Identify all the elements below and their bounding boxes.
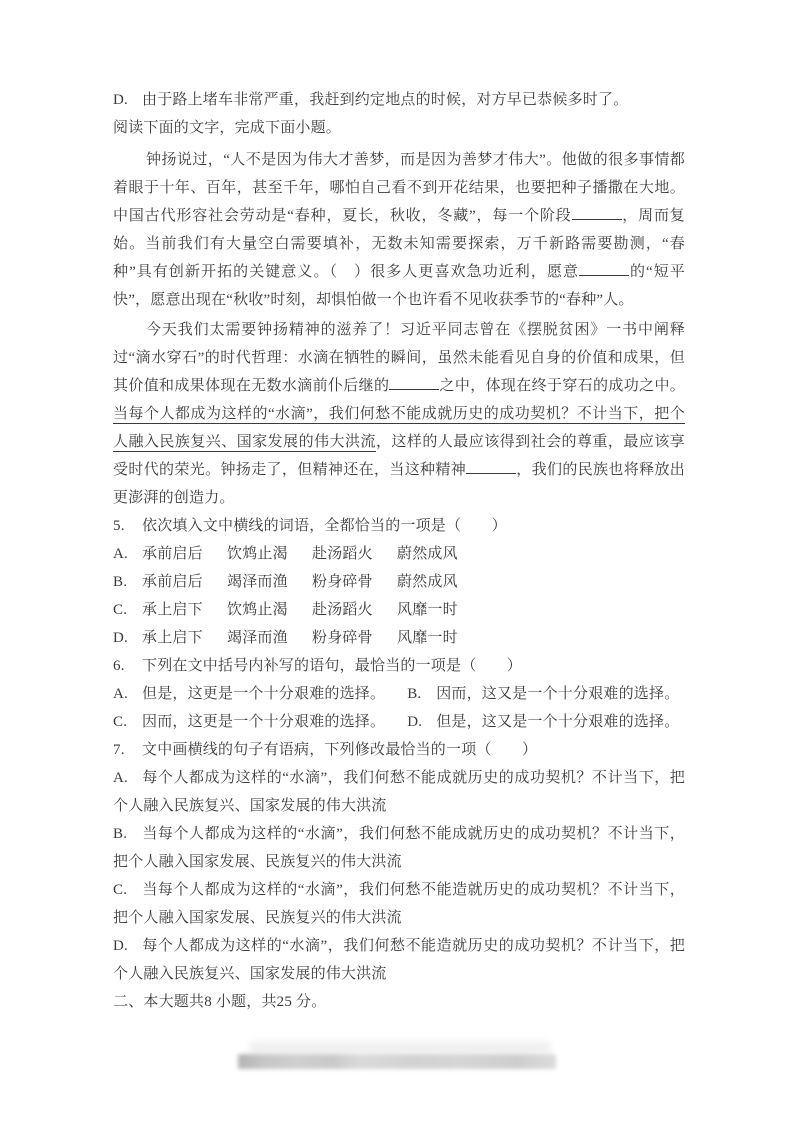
question-7-option-c [113,876,685,932]
idiom: 竭泽而渔 [227,630,288,646]
idiom: 蔚然成风 [397,546,458,562]
underlined-sentence: 当每个人都成为这样的“水滴”，我们何愁不能成就历史的成功契机？不计当下，把个人融入民族复兴、国家发展的伟大洪流 [113,406,685,450]
idiom: 承上启下 [142,602,203,618]
section-2-header: 二、本大题共8 小题，共25 分。 [113,994,327,1010]
option-text: 当每个人都成为这样的“水滴”，我们何愁不能造就历史的成功契机？不计当下，把个人融入国家发展、民族复兴的伟大洪流 [113,882,685,926]
option-text: 因而，这更是一个十分艰难的选择。 [142,714,386,730]
reading-instruction: 阅读下面的文字，完成下面小题。 [113,120,342,136]
option-text: 每个人都成为这样的“水滴”，我们何愁不能造就历史的成功契机？不计当下，把个人融入民族复兴、国家发展的伟大洪流 [113,938,685,982]
option-label: C. [113,882,128,898]
idiom: 蔚然成风 [397,574,458,590]
text-segment: ，我们的民族也将释放出更澎湃的创造力。 [113,462,686,506]
option-label: C. [113,714,128,730]
idiom: 粉身碎骨 [312,574,373,590]
text-segment: 钟扬说过，“人不是因为伟大才善梦，而是因为善梦才伟大”。他做的很多事情都着眼于十年、百年，甚至千年，哪怕自己看不到开花结果，也要把种子播撒在大地。中国古代形容社会劳动是“春种，夏长，秋收，冬藏”，每一个阶段 [113,152,685,224]
question-7-option-d [113,932,685,988]
idiom: 赴汤蹈火 [312,602,373,618]
question-5-option-d [113,624,685,652]
question-prompt-text: 依次填入文中横线的词语，全都恰当的一项是（ ） [142,518,507,534]
option-label: A. [113,770,128,786]
option-label: C. [113,602,128,618]
option-label: D. [113,92,128,108]
passage-paragraph-2 [113,316,685,512]
watermark-halo [250,1042,550,1053]
option-label: D. [113,630,128,646]
idiom: 饮鸩止渴 [227,602,288,618]
text-segment: 之中，体现在终于穿石的成功之中。 [439,378,686,394]
question-5-option-b [113,568,685,596]
question-6-prompt [113,652,685,680]
text-segment: ，这样的人最应该得到社会的尊重，最应该享受时代的荣光。钟扬走了，但精神还在，当这种精神 [113,434,685,478]
question-prompt-text: 文中画横线的句子有语病，下列修改最恰当的一项（ ） [142,742,538,758]
question-prompt-text: 下列在文中括号内补写的语句，最恰当的一项是（ ） [142,658,523,674]
option-label: B. [407,686,422,702]
idiom: 风靡一时 [397,630,458,646]
option-text: 但是，这更是一个十分艰难的选择。 [142,686,386,702]
idiom: 风靡一时 [397,602,458,618]
option-label: A. [113,686,128,702]
option-text: 但是，这又是一个十分艰难的选择。 [436,714,680,730]
option-label: B. [113,574,128,590]
text-segment: 今天我们太需要钟扬精神的滋养了！习近平同志曾在《摆脱贫困》一书中阐释过“滴水穿石”的时代哲理：水滴在牺牲的瞬间，虽然未能看见自身的价值和成果，但其价值和成果体现在无数水滴前仆后继的 [113,322,685,394]
blank-underline [389,375,439,390]
option-text: 当每个人都成为这样的“水滴”，我们何愁不能成就历史的成功契机？不计当下，把个人融入国家发展、民族复兴的伟大洪流 [113,826,685,870]
question-number: 7. [113,742,125,758]
idiom: 粉身碎骨 [312,630,373,646]
option-text: 由于路上堵车非常严重，我赶到约定地点的时候，对方早已恭候多时了。 [142,92,629,108]
exam-content [113,86,685,1016]
question-7-option-a [113,764,685,820]
option-label: D. [407,714,423,730]
question-7-option-b [113,820,685,876]
question-5-prompt [113,512,685,540]
passage-paragraph-1 [113,146,685,314]
blank-underline [572,205,622,220]
question-6-options-ab [113,680,685,708]
option-label: B. [113,826,128,842]
idiom: 竭泽而渔 [227,574,288,590]
idiom: 饮鸩止渴 [227,546,288,562]
idiom: 承前启后 [142,574,203,590]
idiom: 赴汤蹈火 [312,546,373,562]
question-6-options-cd [113,708,685,736]
question-5-option-c [113,596,685,624]
option-text: 因而，这又是一个十分艰难的选择。 [436,686,680,702]
option-label: A. [113,546,128,562]
text-segment: ，周而复始。当前我们有大量空白需要填补，无数未知需要探索，万千新路需要勘测，“春种”具有创新开拓的关键意义。（ ）很多人更喜欢急功近利，愿意 [113,208,685,280]
blank-underline [466,459,516,474]
watermark-blur [238,1054,556,1069]
option-text: 每个人都成为这样的“水滴”，我们何愁不能成就历史的成功契机？不计当下，把个人融入民族复兴、国家发展的伟大洪流 [113,770,685,814]
text-segment: 的“短平快”，愿意出现在“秋收”时刻，却惧怕做一个也许看不见收获季节的“春种”人。 [113,264,685,308]
blank-underline [579,261,629,276]
question-7-prompt [113,736,685,764]
option-label: D. [113,938,128,954]
idiom: 承上启下 [142,630,203,646]
option-d-line [113,86,685,114]
question-number: 5. [113,518,125,534]
question-number: 6. [113,658,125,674]
question-5-option-a [113,540,685,568]
idiom: 承前启后 [142,546,203,562]
